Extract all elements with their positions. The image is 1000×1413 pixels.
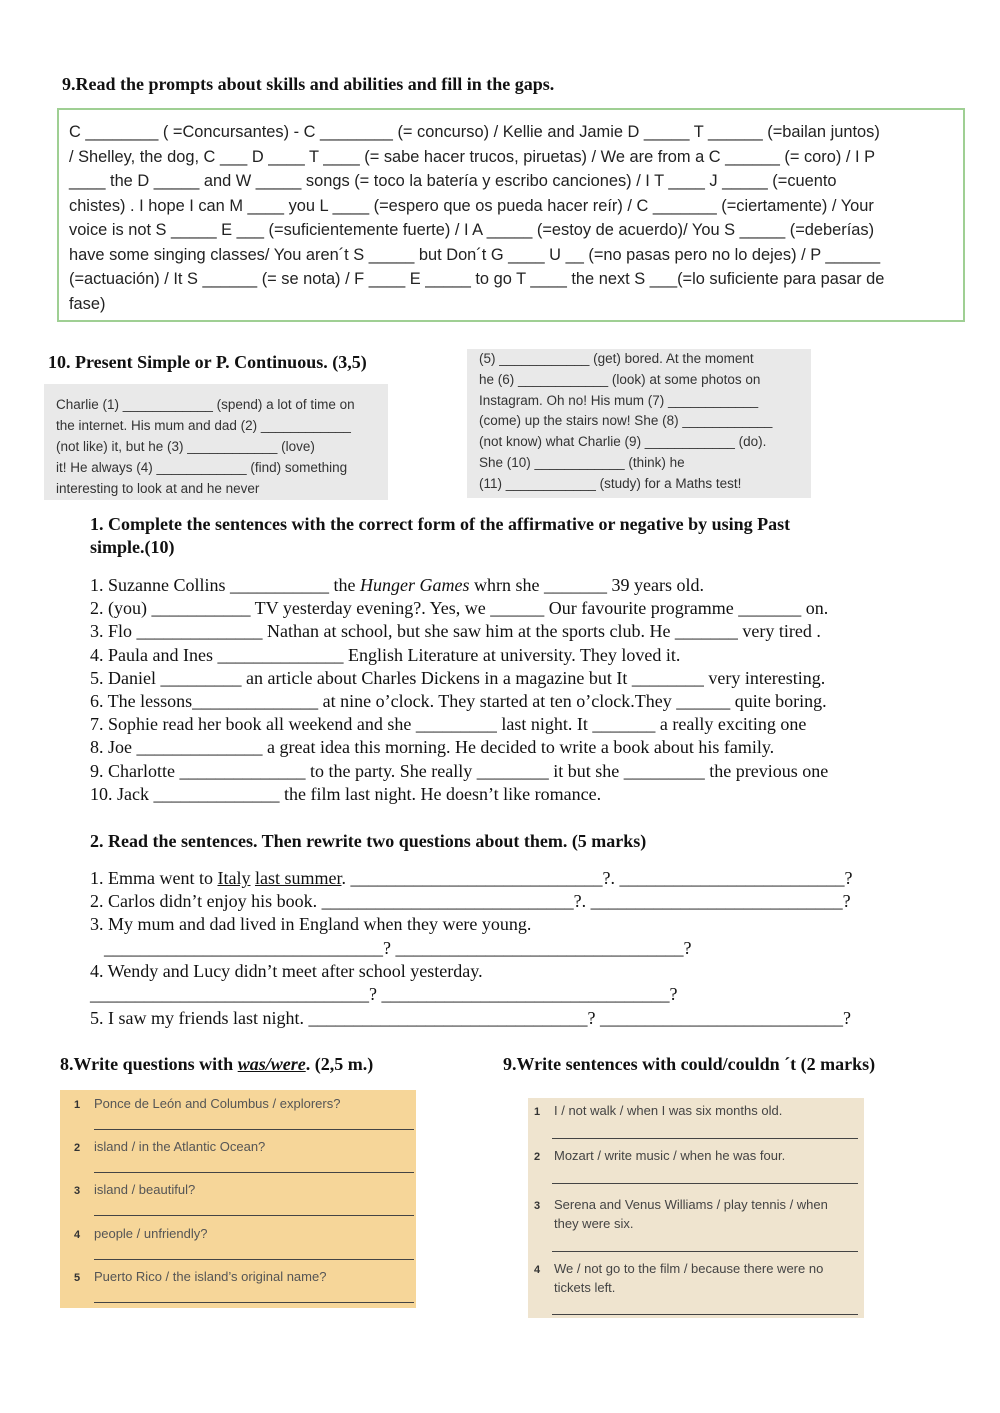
ex9b-item bbox=[534, 1197, 828, 1212]
ex9a-line: C ________ ( =Concursantes) - C ________ (= concurso) / Kellie and Jamie D _____ T ______ (=bailan juntos) bbox=[69, 123, 880, 141]
ex9b-item bbox=[534, 1261, 823, 1276]
ex1-s1-title: Hunger Games bbox=[359, 575, 470, 595]
ex10-right-line: (11) ____________ (study) for a Maths test! bbox=[479, 475, 742, 491]
ex8-item-text: island / in the Atlantic Ocean? bbox=[94, 1139, 266, 1154]
ex10-right-line: (come) up the stairs now! She (8) ____________ bbox=[479, 413, 773, 429]
ex8-item bbox=[74, 1269, 326, 1284]
ex8-title-part: . (2,5 m.) bbox=[305, 1054, 374, 1074]
ex9b-answer-line bbox=[552, 1251, 858, 1252]
ex10-left-line: Charlie (1) ____________ (spend) a lot of time on bbox=[56, 397, 355, 412]
ex10-right-line: he (6) ____________ (look) at some photos on bbox=[479, 371, 761, 387]
ex9a-box bbox=[57, 108, 965, 322]
ex2-answer-lines-3: _______________________________? ________________________________? bbox=[104, 938, 692, 958]
ex9b-answer-line bbox=[552, 1183, 858, 1184]
ex8-item bbox=[74, 1096, 340, 1111]
ex2-answer-lines-4: _______________________________? ________________________________? bbox=[90, 984, 678, 1004]
ex2-sentence-5: 5. I saw my friends last night. _______________________________? ___________________________? bbox=[90, 1008, 851, 1028]
ex2-s1-part: 1. Emma went to bbox=[90, 868, 218, 888]
ex9a-line: have some singing classes/ You aren´t S _____ but Don´t G ____ U __ (=no pasas pero no lo dejes) / P ______ bbox=[69, 245, 881, 264]
ex8-answer-line bbox=[94, 1259, 414, 1260]
ex9b-exercise-box bbox=[528, 1098, 864, 1318]
ex8-answer-line bbox=[94, 1215, 414, 1216]
ex8-answer-line bbox=[94, 1302, 414, 1303]
ex9a-line: / Shelley, the dog, C ___ D ____ T ____ (= sabe hacer trucos, piruetas) / We are from a C ______ (= coro) / I P bbox=[69, 147, 876, 166]
ex9b-item-continuation: they were six. bbox=[554, 1216, 634, 1231]
ex2-sentence-2: 2. Carlos didn’t enjoy his book. ____________________________?. ____________________________? bbox=[90, 891, 851, 911]
ex2-sentence-4: 4. Wendy and Lucy didn’t meet after school yesterday. bbox=[90, 961, 483, 981]
ex9a-line: fase) bbox=[69, 294, 106, 313]
ex9a-line: ____ the D _____ and W _____ songs (= toco la batería y escribo canciones) / I T ____ J _____ (=cuento bbox=[69, 172, 837, 190]
ex1-title-line2: simple.(10) bbox=[90, 537, 175, 557]
ex8-item-number: 3 bbox=[74, 1185, 81, 1197]
ex1-sentence: 3. Flo ______________ Nathan at school, but she saw him at the sports club. He _______ very tired . bbox=[90, 621, 821, 642]
ex2-sentence-3: 3. My mum and dad lived in England when they were young. bbox=[90, 914, 532, 934]
ex10-left-line: (not like) it, but he (3) ____________ (love) bbox=[56, 439, 315, 454]
ex10-right-line: Instagram. Oh no! His mum (7) ____________ bbox=[479, 392, 759, 408]
ex8-item-number: 2 bbox=[74, 1142, 81, 1154]
ex1-sentence: 2. (you) ___________ TV yesterday evening?. Yes, we ______ Our favourite programme _______ on. bbox=[90, 598, 829, 619]
ex2-s1-underlined: Italy bbox=[217, 868, 251, 888]
ex2-title: 2. Read the sentences. Then rewrite two questions about them. (5 marks) bbox=[90, 831, 647, 851]
ex9b-answer-line bbox=[552, 1314, 858, 1315]
ex1-sentence bbox=[90, 574, 828, 597]
ex9b-item-number: 4 bbox=[534, 1264, 541, 1276]
ex9b-item-text: Mozart / write music / when he was four. bbox=[554, 1148, 786, 1163]
ex8-answer-line bbox=[94, 1129, 414, 1130]
ex10-right-line: (not know) what Charlie (9) ____________ (do). bbox=[479, 434, 767, 450]
ex1-sentence: 4. Paula and Ines ______________ English Literature at university. They loved it. bbox=[90, 644, 681, 665]
ex2-s1-part: . ____________________________?. _________________________? bbox=[341, 868, 853, 888]
ex9b-answer-line bbox=[552, 1138, 858, 1139]
ex8-answer-line bbox=[94, 1172, 414, 1173]
ex1-sentence: 8. Joe ______________ a great idea this morning. He decided to write a book about his family. bbox=[90, 737, 775, 758]
ex8-item-number: 1 bbox=[74, 1099, 81, 1111]
ex8-title bbox=[60, 1053, 373, 1075]
ex1-s1-part: whrn she _______ 39 years old. bbox=[469, 575, 704, 595]
ex1-sentence: 7. Sophie read her book all weekend and she _________ last night. It _______ a really exciting one bbox=[90, 714, 807, 735]
ex9a-line: chistes) . I hope I can M ____ you L ____ (=espero que os pueda hacer reír) / C _______ (=ciertamente) / Your bbox=[69, 196, 874, 215]
ex10-right-line: (5) ____________ (get) bored. At the moment bbox=[479, 351, 754, 366]
ex1-sentence: 5. Daniel _________ an article about Charles Dickens in a magazine but It ________ very interesting. bbox=[90, 667, 826, 688]
ex9b-item-text: Serena and Venus Williams / play tennis / when bbox=[554, 1197, 828, 1212]
ex10-title: 10. Present Simple or P. Continuous. (3,5) bbox=[48, 352, 367, 372]
ex8-exercise-box bbox=[60, 1090, 416, 1308]
ex9a-line: (=actuación) / It S ______ (= se nota) / F ____ E _____ to go T ____ the next S ___(=lo suficiente para pasar de bbox=[69, 270, 885, 288]
ex1-sentence: 9. Charlotte ______________ to the party. She really ________ it but she _________ the previous one bbox=[90, 760, 829, 781]
ex8-item-text: Ponce de León and Columbus / explorers? bbox=[94, 1096, 341, 1111]
ex9a-title: 9.Read the prompts about skills and abilities and fill in the gaps. bbox=[62, 74, 555, 94]
ex9b-item bbox=[534, 1148, 785, 1163]
ex10-right-line: She (10) ____________ (think) he bbox=[479, 454, 685, 470]
ex9b-item-continuation: tickets left. bbox=[554, 1280, 616, 1295]
ex8-title-emphasis: was/were bbox=[237, 1054, 306, 1074]
ex8-item-text: island / beautiful? bbox=[94, 1182, 196, 1197]
ex9b-item-text: We / not go to the film / because there were no bbox=[554, 1261, 824, 1276]
ex8-item-text: Puerto Rico / the island’s original name? bbox=[94, 1269, 327, 1284]
ex2-sentence-1 bbox=[90, 867, 852, 890]
ex9b-item-number: 3 bbox=[534, 1200, 541, 1212]
ex8-item-number: 5 bbox=[74, 1272, 81, 1284]
ex9b-title: 9.Write sentences with could/couldn ´t (2 marks) bbox=[503, 1054, 876, 1074]
ex10-left-line: the internet. His mum and dad (2) ____________ bbox=[56, 418, 351, 433]
ex10-right-text-box bbox=[467, 349, 811, 498]
ex9a-line: voice is not S _____ E ___ (=suficientemente fuerte) / I A _____ (=estoy de acuerdo)/ You S _____ (=deberías) bbox=[69, 221, 875, 239]
ex8-title-part: 8.Write questions with bbox=[60, 1054, 238, 1074]
ex8-item-number: 4 bbox=[74, 1229, 81, 1241]
ex1-title-line1: 1. Complete the sentences with the correct form of the affirmative or negative by using Past bbox=[90, 514, 791, 534]
ex9b-item-text: I / not walk / when I was six months old. bbox=[554, 1103, 783, 1118]
ex8-item bbox=[74, 1226, 207, 1241]
ex9b-item bbox=[534, 1103, 782, 1118]
ex1-sentence: 6. The lessons______________ at nine o’clock. They started at ten o’clock.They ______ quite boring. bbox=[90, 691, 827, 712]
ex8-item bbox=[74, 1139, 265, 1154]
ex10-left-text-box bbox=[44, 384, 388, 500]
ex9b-item-number: 2 bbox=[534, 1151, 541, 1163]
ex1-s1-part: 1. Suzanne Collins ___________ the bbox=[90, 575, 360, 595]
ex8-item-text: people / unfriendly? bbox=[94, 1226, 208, 1241]
ex1-sentence: 10. Jack ______________ the film last night. He doesn’t like romance. bbox=[90, 783, 602, 804]
ex2-s1-underlined: last summer bbox=[254, 868, 342, 888]
ex10-left-line: interesting to look at and he never bbox=[56, 481, 260, 496]
ex9b-item-number: 1 bbox=[534, 1106, 541, 1118]
ex1-sentences bbox=[90, 574, 828, 806]
ex8-item bbox=[74, 1182, 195, 1197]
ex10-left-line: it! He always (4) ____________ (find) something bbox=[56, 460, 348, 475]
